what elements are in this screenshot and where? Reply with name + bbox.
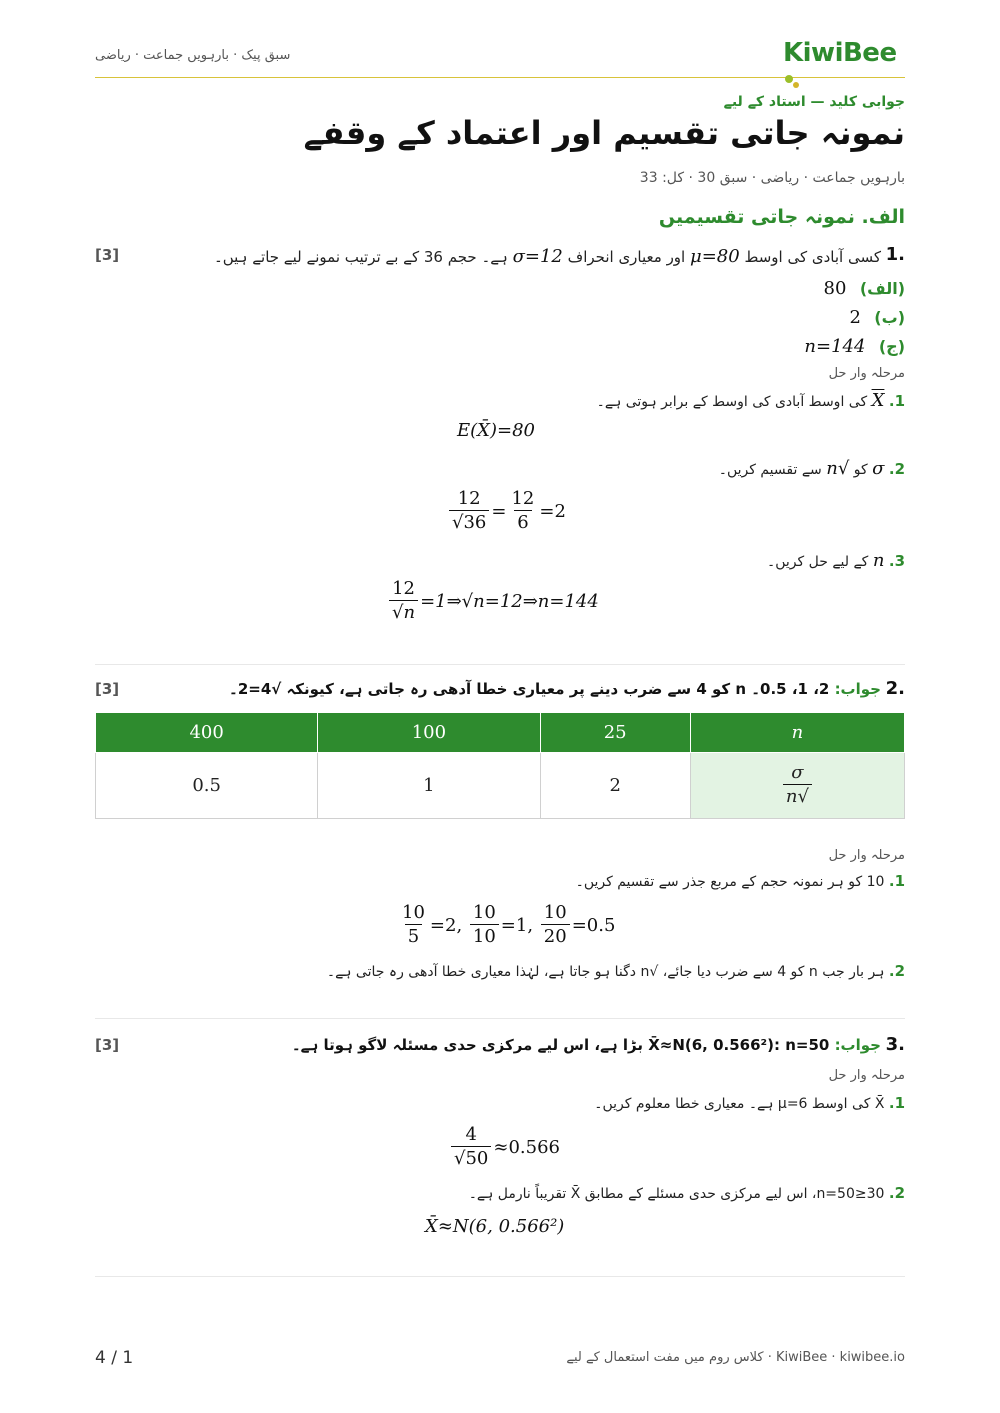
step-1 [597,390,905,411]
denominator: √36 [449,510,489,535]
option-c [804,336,905,362]
option-value: 2 [849,307,861,328]
fraction [449,488,489,535]
equation-text: E(X̄)=80 [457,420,535,441]
denominator: √n [389,600,418,625]
brand-name: KiwiBee [783,38,897,68]
step-text: ہر بار جب n کو 4 سے ضرب دیا جائے، √n دگنا ہو جاتا ہے، لہٰذا معیاری خطا آدھی رہ جاتی ہے۔ [326,964,885,980]
table-header-row [96,713,905,753]
option-value: n=144 [804,336,866,357]
equation-three-ratios [397,902,615,949]
radicand: 36 [463,512,487,533]
page [95,0,905,1413]
fraction [783,762,812,809]
equation-part: =1, [500,915,539,936]
fraction [389,578,418,625]
fraction: $\frac{10}{5}$ [402,902,425,947]
question-2 [95,678,905,708]
equation-standard-error: $\frac{12}{√36}$ = $\frac{12}{6}$ =2 [447,488,566,535]
answer-text: X̄≈N(6, 0.566²): n=50 بڑا ہے، اس لیے مرکزی حدی مسئلہ لاگو ہوتا ہے۔ [291,1036,830,1054]
step-number: 2. [888,460,905,478]
step-text: کے لیے حل کریں۔ [767,554,869,570]
sigma-symbol: σ [872,458,885,479]
marks-badge: [3] [95,1036,120,1054]
table-cell: 0.5 [96,753,318,819]
denominator: 6 [514,510,531,535]
fraction: $\frac{10}{10}$ [470,902,499,949]
question-number: 1. [885,244,905,265]
step-number: 3. [888,552,905,570]
step-text: 10 کو ہر نمونہ حجم کے مربع جذر سے تقسیم کریں۔ [575,874,885,890]
divider [95,664,905,665]
step-number: 2. [888,1184,905,1202]
step-3 [767,550,905,571]
steps-heading: مرحلہ وار حل [828,848,905,863]
question-number: 2. [885,678,905,699]
xbar-symbol: X [871,390,885,411]
denominator: √n [783,784,812,809]
equation-result: =1⇒√n=12⇒n=144 [420,591,599,612]
question-text [214,246,881,267]
table-row [96,753,905,819]
option-label: (ب) [874,308,905,327]
step-2 [469,1184,905,1202]
divider [95,1276,905,1277]
sqrt-n-symbol: √n [826,458,850,479]
q1-mu: μ=80 [690,246,740,267]
step-text: X̄ کی اوسط μ=6 ہے۔ معیاری خطا معلوم کریں۔ [594,1096,885,1112]
q1-sigma: σ=12 [512,246,563,267]
equation-standard-error [449,1124,560,1171]
numerator: 12 [511,488,535,509]
doc-meta: بارہویں جماعت · ریاضی · سبق 30 · کل: 33 [639,170,905,186]
step-1 [576,872,905,890]
fraction: $\frac{10}{20}$ [541,902,570,949]
q1-text-a: کسی آبادی کی اوسط [744,248,881,266]
equation-expected-value [457,420,535,441]
table-cell-formula [690,753,904,819]
table-header-cell: 25 [540,713,690,753]
divider [95,1018,905,1019]
step-text: کی اوسط آبادی کی اوسط کے برابر ہوتی ہے۔ [596,394,868,410]
numerator: σ [791,762,804,783]
page-number: 4 / 1 [95,1348,134,1368]
step-text: سے تقسیم کریں۔ [718,462,822,478]
table-header-cell: 400 [96,713,318,753]
step-number: 2. [888,962,905,980]
equation-part: =2, [429,915,468,936]
page-header [95,36,905,78]
equation-result: ≈0.566 [493,1137,560,1158]
step-1 [594,1094,905,1112]
equation-distribution [425,1216,564,1237]
equation-part: =0.5 [571,915,616,936]
fraction: $\frac{4}{√50}$ [451,1124,491,1171]
question-number: 3. [885,1034,905,1055]
equation-result: =2 [539,501,566,522]
step-mid-text: کو [853,462,868,478]
doc-kicker: جوابی کلید — استاد کے لیے [723,94,905,110]
option-a [824,278,905,304]
step-2 [327,962,905,980]
steps-heading: مرحلہ وار حل [828,1068,905,1083]
table-header-cell: n [690,713,904,753]
table-header-cell: 100 [318,713,540,753]
step-number: 1. [888,392,905,410]
breadcrumb: سبق پیک · بارہویں جماعت · ریاضی [95,48,291,63]
footer-credit: KiwiBee · kiwibee.io · کلاس روم میں مفت استعمال کے لیے [566,1350,905,1365]
page-title: نمونہ جاتی تقسیم اور اعتماد کے وقفے [303,114,905,152]
marks-badge: [3] [95,246,120,264]
question-answer [229,680,881,698]
q1-text-b: اور معیاری انحراف [567,248,686,266]
option-value: 80 [823,278,847,299]
numerator: 12 [457,488,481,509]
brand-logo [783,38,905,98]
q1-text-c: ہے۔ حجم 36 کے بے ترتیب نمونے لیے جاتے ہیں۔ [213,248,508,266]
question-1 [95,244,905,274]
step-number: 1. [888,1094,905,1112]
question-3 [95,1034,905,1064]
step-2 [719,458,905,479]
option-b [849,307,905,333]
steps-heading: مرحلہ وار حل [828,366,905,381]
option-label: (ج) [878,337,905,356]
marks-badge: [3] [95,680,120,698]
question-answer [292,1036,881,1054]
option-label: (الف) [859,279,905,298]
answer-label: جواب: [834,1036,881,1054]
equation-solve-n [387,578,599,625]
equation-text: X̄≈N(6, 0.566²) [425,1216,565,1237]
logo-dot-icon [785,75,793,83]
answer-label: جواب: [834,680,881,698]
step-text: n=50≥30، اس لیے مرکزی حدی مسئلے کے مطابق X̄ تقریباً نارمل ہے۔ [468,1186,885,1202]
logo-dot-small-icon [793,82,799,88]
fraction [508,488,537,535]
step-number: 1. [888,872,905,890]
n-symbol: n [872,550,885,571]
section-heading: الف. نمونہ جاتی تقسیمیں [658,206,905,228]
table-cell: 2 [540,753,690,819]
numerator: 12 [392,578,415,599]
standard-error-table [95,712,905,819]
answer-text: 2، 1، 0.5۔ n کو 4 سے ضرب دینے پر معیاری خطا آدھی رہ جاتی ہے، کیونکہ √4=2۔ [229,680,830,698]
table-cell: 1 [318,753,540,819]
